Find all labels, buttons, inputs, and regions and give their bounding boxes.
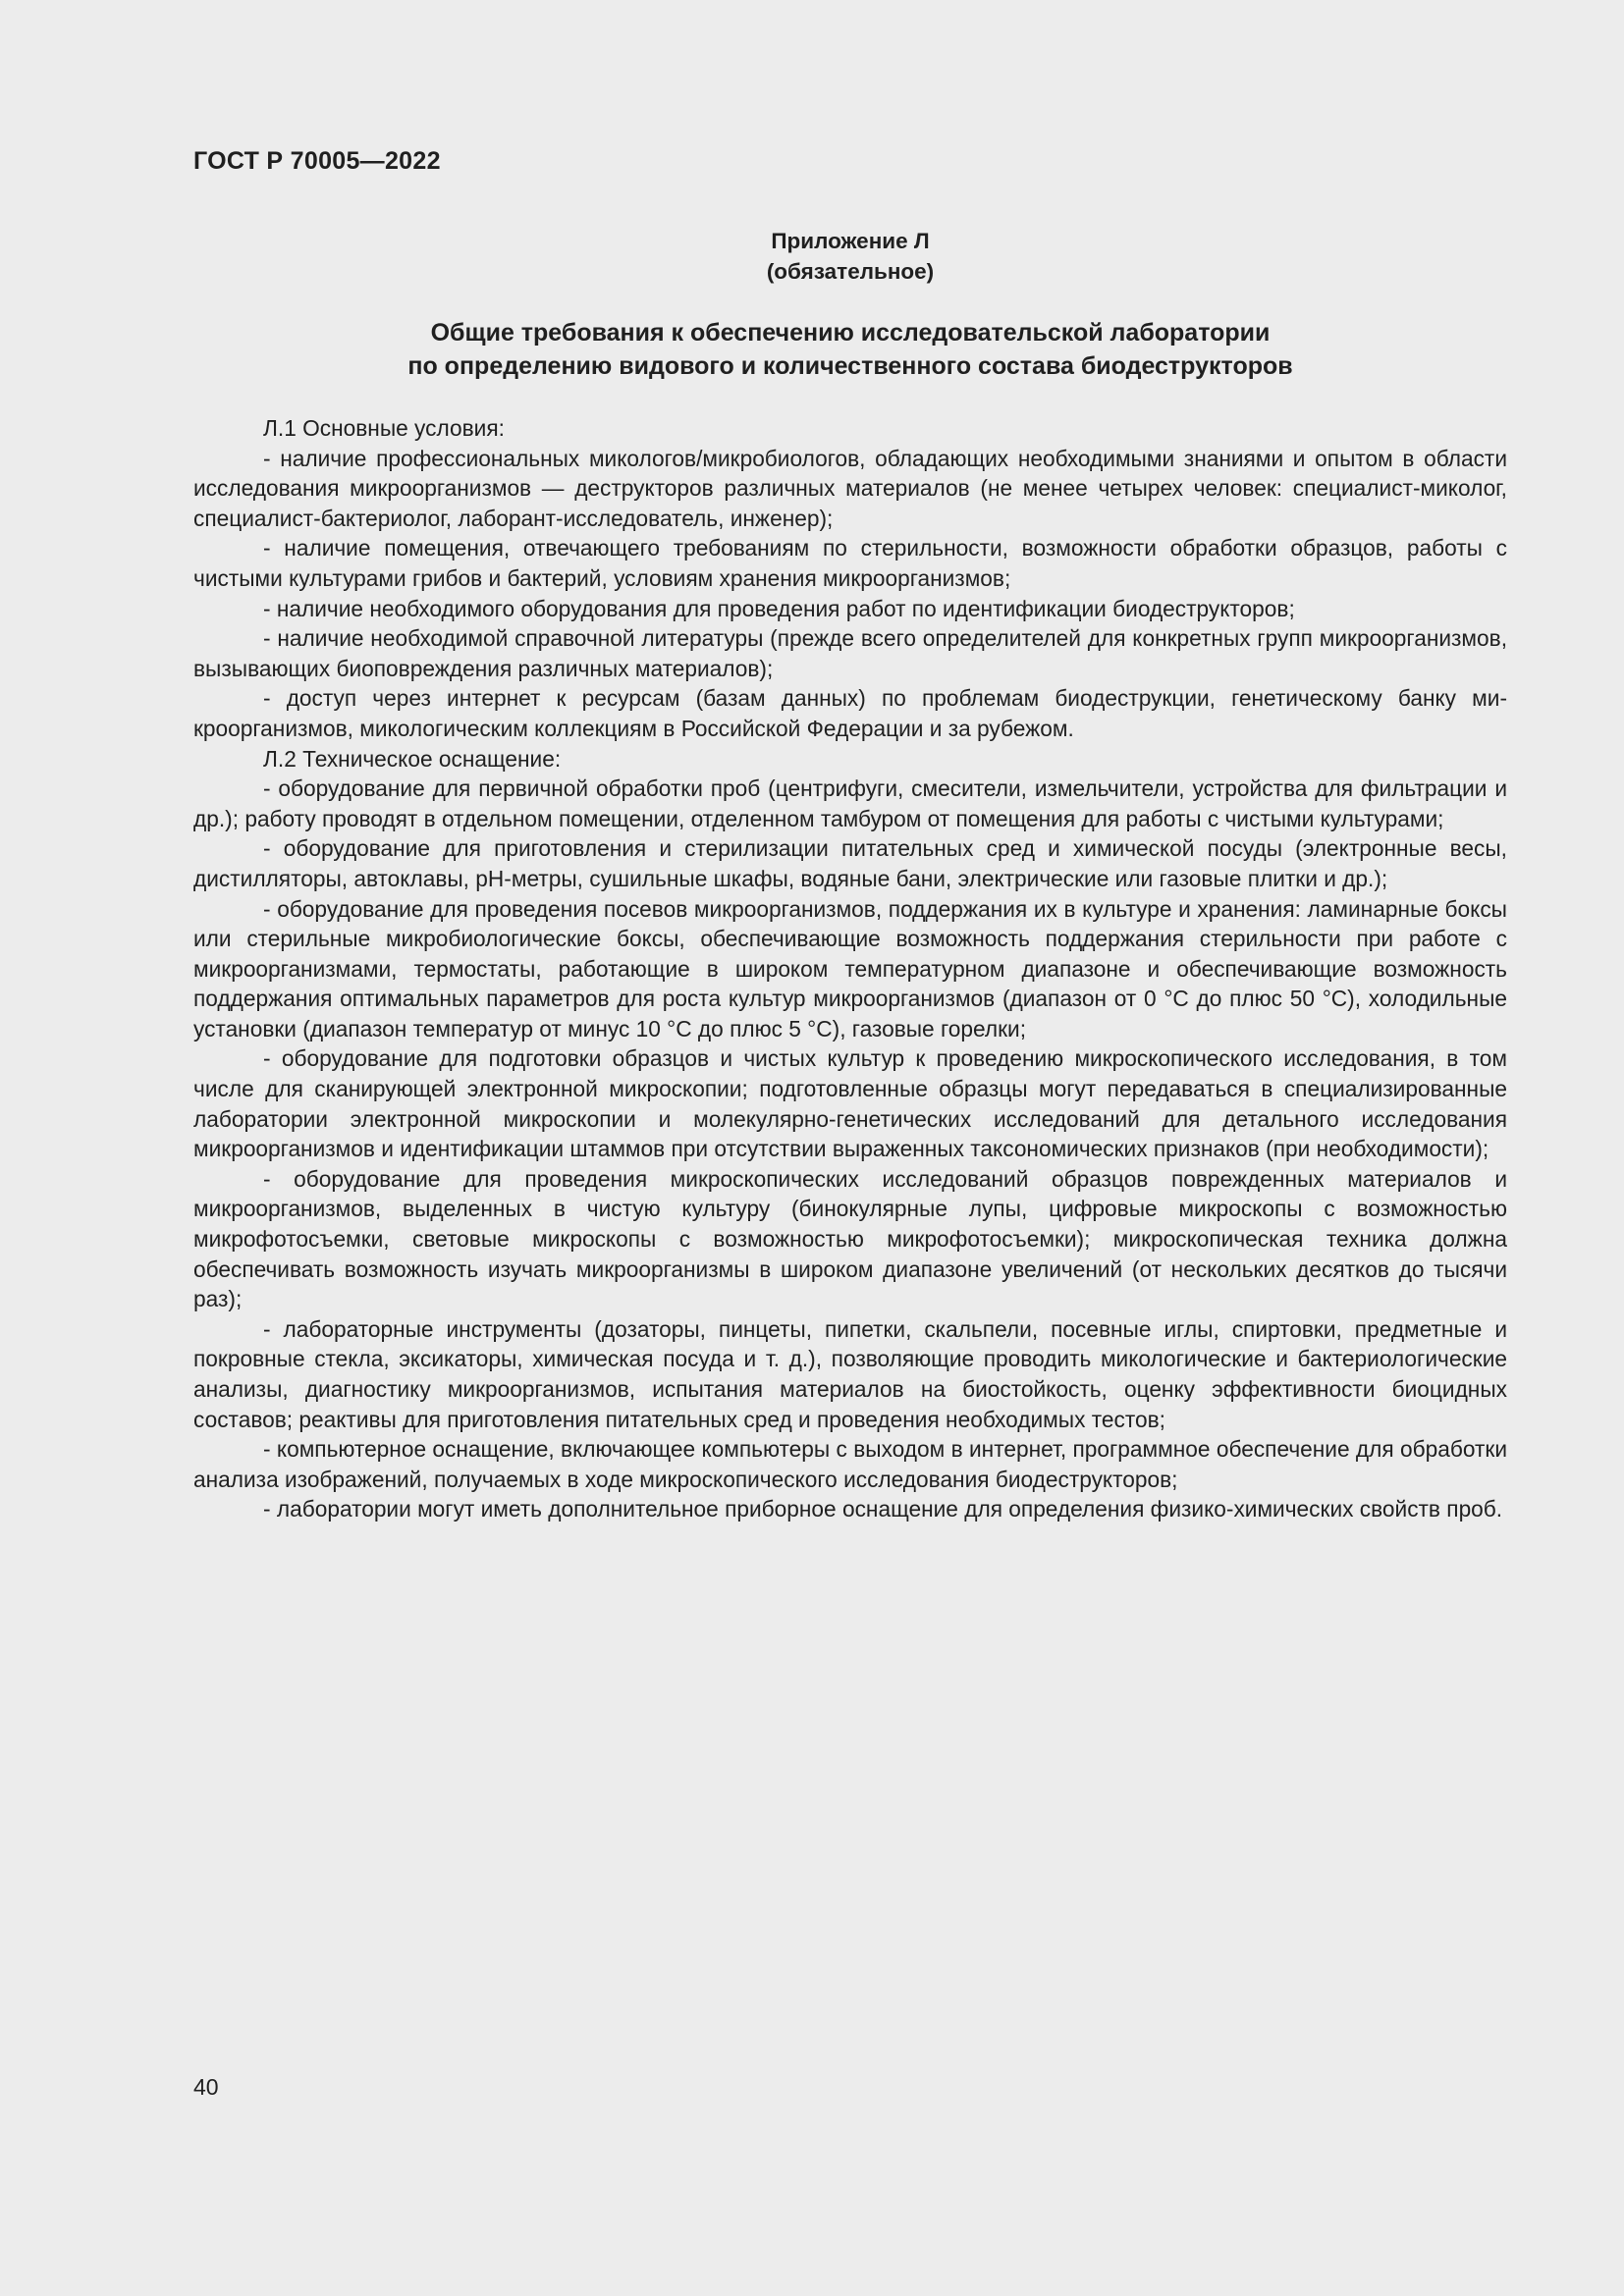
list-item: - оборудование для подготовки образцов и чистых культур к проведению микроскопического исследования, в том числе для сканирующей электронной микроскопии; подготовленные образцы могут передаваться в специализированные лаборатории электронной микроскопии и молекулярно-генетических исследований для детального исследования микроорганизмов и идентификации штаммов при отсутствии выраженных таксономических признаков (при необходимости); xyxy=(193,1045,1507,1162)
list-item: - наличие профессиональных микологов/микробиологов, обладающих необходимыми знаниями и опытом в области исследования микроорганизмов — деструкторов различных материалов (не менее четырех человек: специалист-миколог, специалист-бактериолог, лаборант-исследователь, инженер); xyxy=(193,445,1507,531)
list-item: - оборудование для проведения микроскопических исследований образцов поврежденных материалов и микроорганизмов, выделенных в чистую культуру (бинокулярные лупы, цифровые микроскопы с возможностью микрофотосъемки, световые микроскопы с возможностью микрофотосъемки); микроскопическая техника должна обеспечивать возможность изучать микроорганизмы в широком диапазоне увеличений (от нескольких десятков до тысячи раз); xyxy=(193,1165,1507,1312)
section-heading-l2: Л.2 Техническое оснащение: xyxy=(263,745,562,772)
list-item: - лабораторные инструменты (дозаторы, пинцеты, пипетки, скальпели, посевные иглы, спиртовки, предметные и покровные стекла, эксикаторы, химическая посуда и т. д.), позволяющие проводить микологические и бактериологические анализы, диагностику микроорганизмов, испытания материалов на биостойкость, оценку эффективности биоцидных составов; реактивы для приготовления питательных сред и проведения необходимых тестов; xyxy=(193,1315,1507,1432)
list-item: - оборудование для проведения посевов микроорганизмов, поддержания их в культуре и хранения: ламинарные боксы или стерильные микробиологические боксы, обеспечивающие возможность поддержания стерильности при работе с микроорганизмами, термостаты, работающие в широком температурном диапазоне и обеспечивающие возможность поддержания оптимальных параметров для роста культур микроорганизмов (диапазон от 0 °С до плюс 50 °С), холодильные установки (диапазон температур от минус 10 °С до плюс 5 °С), газовые горелки; xyxy=(193,895,1507,1041)
appendix-title-line-2: по определению видового и количественного состава биодеструкторов xyxy=(407,352,1293,380)
list-item: - доступ через интернет к ресурсам (базам данных) по проблемам биодеструкции, генетическому банку микроорганизмов, микологическим коллекциям в Российской Федерации и за рубежом. xyxy=(193,685,1507,741)
list-item: - наличие помещения, отвечающего требованиям по стерильности, возможности обработки образцов, работы с чистыми культурами грибов и бактерий, условиям хранения микроорганизмов; xyxy=(193,535,1507,591)
list-item: - лаборатории могут иметь дополнительное приборное оснащение для определения физико-химических свойств проб. xyxy=(263,1496,1503,1522)
list-item: - оборудование для приготовления и стерилизации питательных сред и химической посуды (электронные весы, дистилляторы, автоклавы, рН-метры, сушильные шкафы, водяные бани, электрические или газовые плитки и др.); xyxy=(193,835,1507,891)
list-item: - наличие необходимой справочной литературы (прежде всего определителей для конкретных групп микроорганизмов, вызывающих биоповреждения различных материалов); xyxy=(193,625,1507,681)
appendix-label: Приложение Л xyxy=(771,229,930,253)
body-text xyxy=(193,413,1507,1524)
section-heading-l1: Л.1 Основные условия: xyxy=(263,415,505,441)
document-standard-id: ГОСТ Р 70005—2022 xyxy=(193,147,441,175)
page-number: 40 xyxy=(193,2074,219,2100)
appendix-title xyxy=(193,316,1507,383)
appendix-status: (обязательное) xyxy=(766,259,935,284)
list-item: - компьютерное оснащение, включающее компьютеры с выходом в интернет, программное обеспечение для обработки анализа изображений, получаемых в ходе микроскопического исследования биодеструкторов; xyxy=(193,1436,1507,1492)
appendix-heading xyxy=(193,226,1507,287)
appendix-title-line-1: Общие требования к обеспечению исследовательской лаборатории xyxy=(430,319,1271,347)
list-item: - оборудование для первичной обработки проб (центрифуги, смесители, измельчители, устройства для фильтрации и др.); работу проводят в отдельном помещении, отделенном тамбуром от помещения для работы с чистыми культурами; xyxy=(193,775,1507,831)
list-item: - наличие необходимого оборудования для проведения работ по идентификации биодеструкторов; xyxy=(263,595,1295,621)
